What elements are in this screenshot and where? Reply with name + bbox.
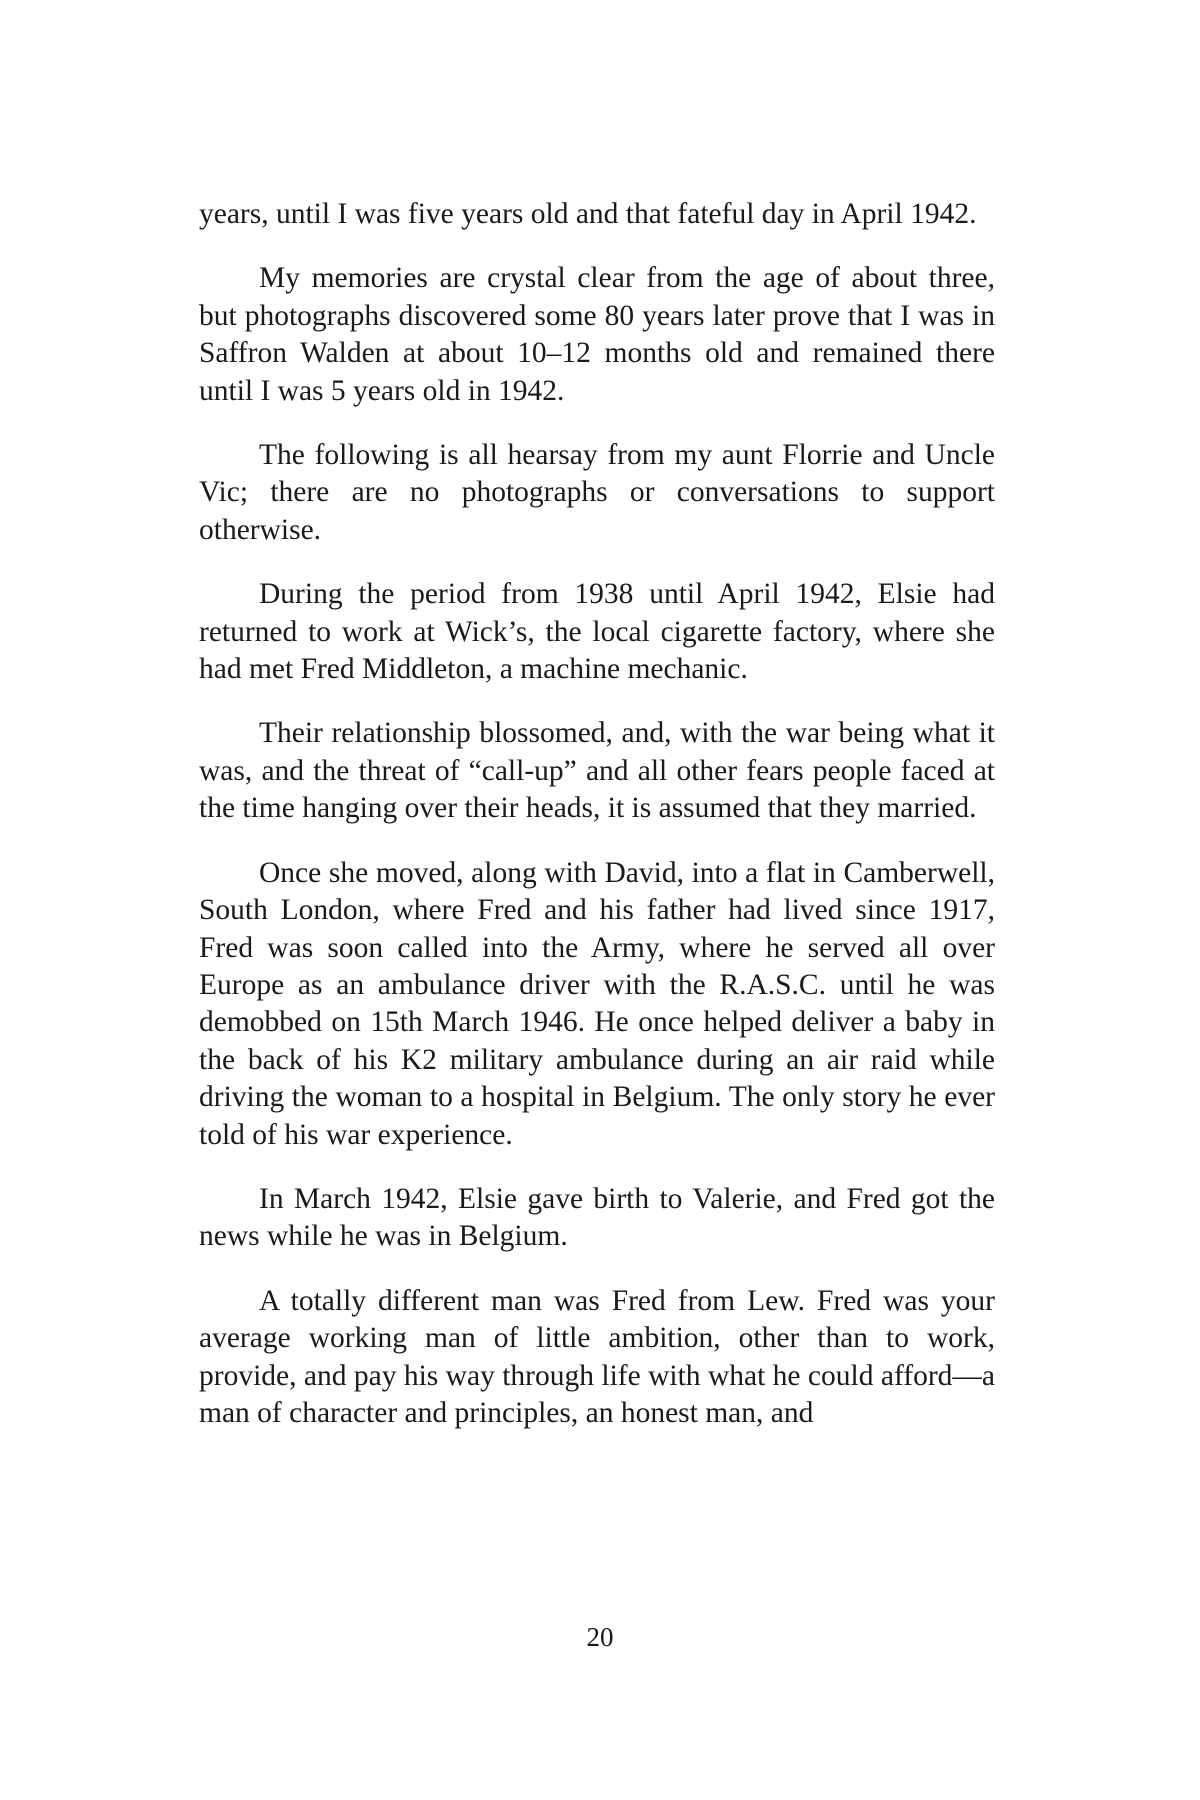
paragraph-6: Once she moved, along with David, into a flat in Camberwell, South London, where Fred and his father had lived since 1917, Fred was soon called into the Army, where he served all over Europe as an ambulance driver with the R.A.S.C. until he was demobbed on 15th March 1946. He once helped deliver a baby in the back of his K2 military ambulance during an air raid while driving the woman to a hospital in Belgium. The only story he ever told of his war experience.: [199, 856, 995, 1151]
page-body: [199, 196, 995, 1459]
paragraph-5: Their relationship blossomed, and, with the war being what it was, and the threat of “call-up” and all other fears people faced at the time hanging over their heads, it is assumed that they married.: [199, 717, 995, 825]
paragraph-3: The following is all hearsay from my aunt Florrie and Uncle Vic; there are no photographs or conversations to support otherwise.: [199, 439, 995, 546]
paragraph-1: years, until I was five years old and that fateful day in April 1942.: [199, 198, 977, 230]
page-number: 20: [586, 1622, 614, 1652]
paragraph-2: My memories are crystal clear from the age of about three, but photographs discovered some 80 years later prove that I was in Saffron Walden at about 10–12 months old and remained there until I was 5 years old in 1942.: [199, 262, 995, 407]
paragraph-7: In March 1942, Elsie gave birth to Valerie, and Fred got the news while he was in Belgium.: [199, 1182, 995, 1253]
paragraph-4: During the period from 1938 until April 1942, Elsie had returned to work at Wick’s, the local cigarette factory, where she had met Fred Middleton, a machine mechanic.: [199, 578, 995, 686]
paragraph-8: A totally different man was Fred from Lew. Fred was your average working man of little ambition, other than to work, provide, and pay his way through life with what he could afford—a man of character and principles, an honest man, and: [199, 1284, 995, 1429]
